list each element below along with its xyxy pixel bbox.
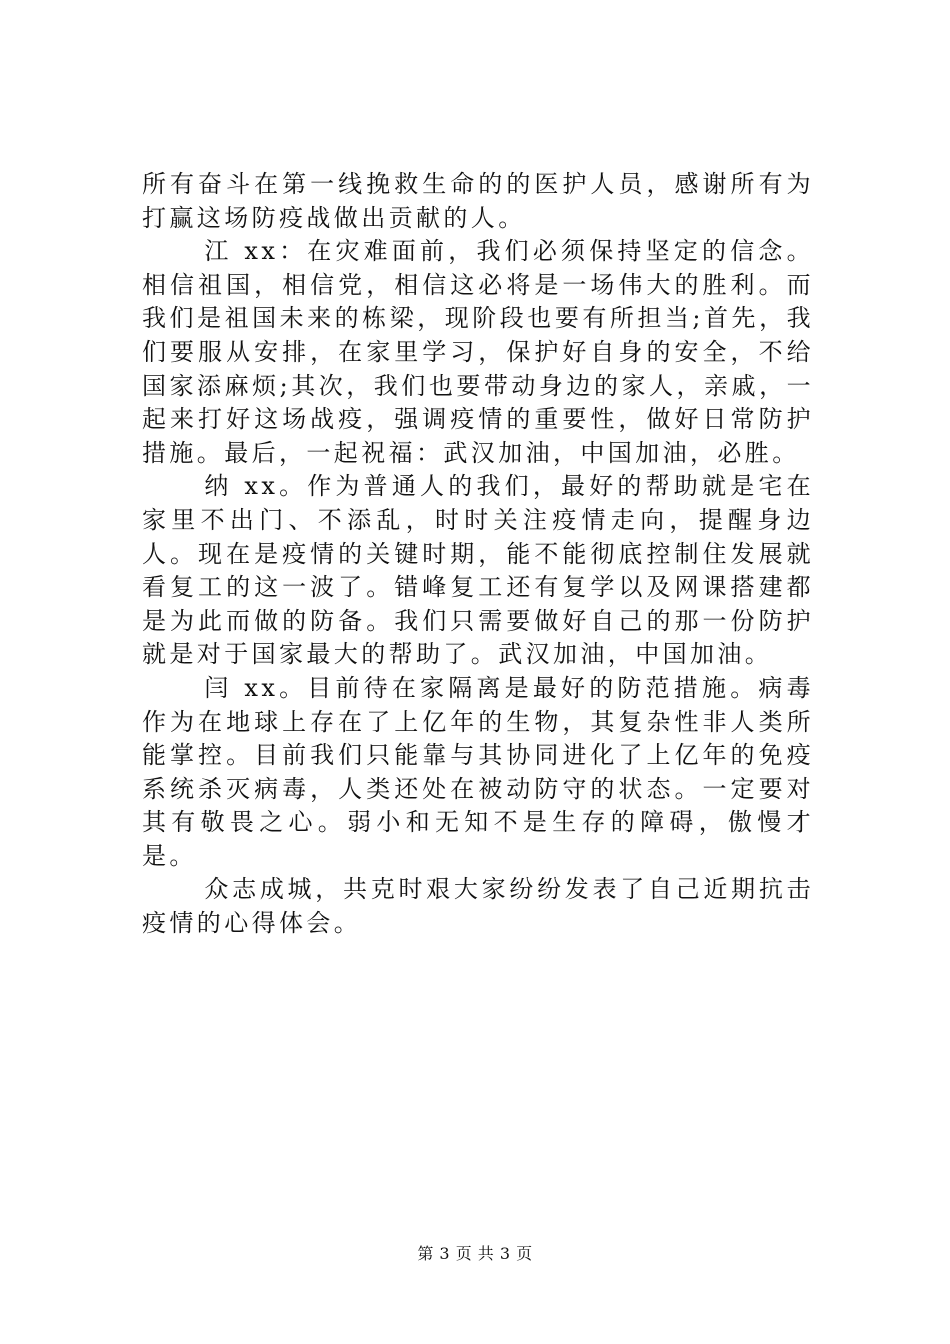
document-body	[142, 168, 814, 941]
page-footer	[0, 1244, 950, 1264]
page-number-label: 第 3 页 共 3 页	[417, 1244, 533, 1263]
paragraph-jiang: 江 xx：在灾难面前，我们必须保持坚定的信念。相信祖国，相信党，相信这必将是一场伟大的胜利。而我们是祖国未来的栋梁，现阶段也要有所担当;首先，我们要服从安排，在家里学习，保护好自身的安全，不给国家添麻烦;其次，我们也要带动身边的家人，亲戚，一起来打好这场战疫，强调疫情的重要性，做好日常防护措施。最后，一起祝福：武汉加油，中国加油，必胜。	[142, 237, 814, 467]
paragraph-continuation: 所有奋斗在第一线挽救生命的的医护人员，感谢所有为打赢这场防疫战做出贡献的人。	[142, 170, 814, 232]
paragraph-conclusion: 众志成城，共克时艰大家纷纷发表了自己近期抗击疫情的心得体会。	[142, 875, 814, 938]
paragraph-yan: 闫 xx。目前待在家隔离是最好的防范措施。病毒作为在地球上存在了上亿年的生物，其复杂性非人类所能掌控。目前我们只能靠与其协同进化了上亿年的免疫系统杀灭病毒，人类还处在被动防守的状态。一定要对其有敬畏之心。弱小和无知不是生存的障碍，傲慢才是。	[142, 673, 814, 870]
paragraph-na: 纳 xx。作为普通人的我们，最好的帮助就是宅在家里不出门、不添乱，时时关注疫情走向，提醒身边人。现在是疫情的关键时期，能不能彻底控制住发展就看复工的这一波了。错峰复工还有复学以及网课搭建都是为此而做的防备。我们只需要做好自己的那一份防护就是对于国家最大的帮助了。武汉加油，中国加油。	[142, 472, 814, 669]
